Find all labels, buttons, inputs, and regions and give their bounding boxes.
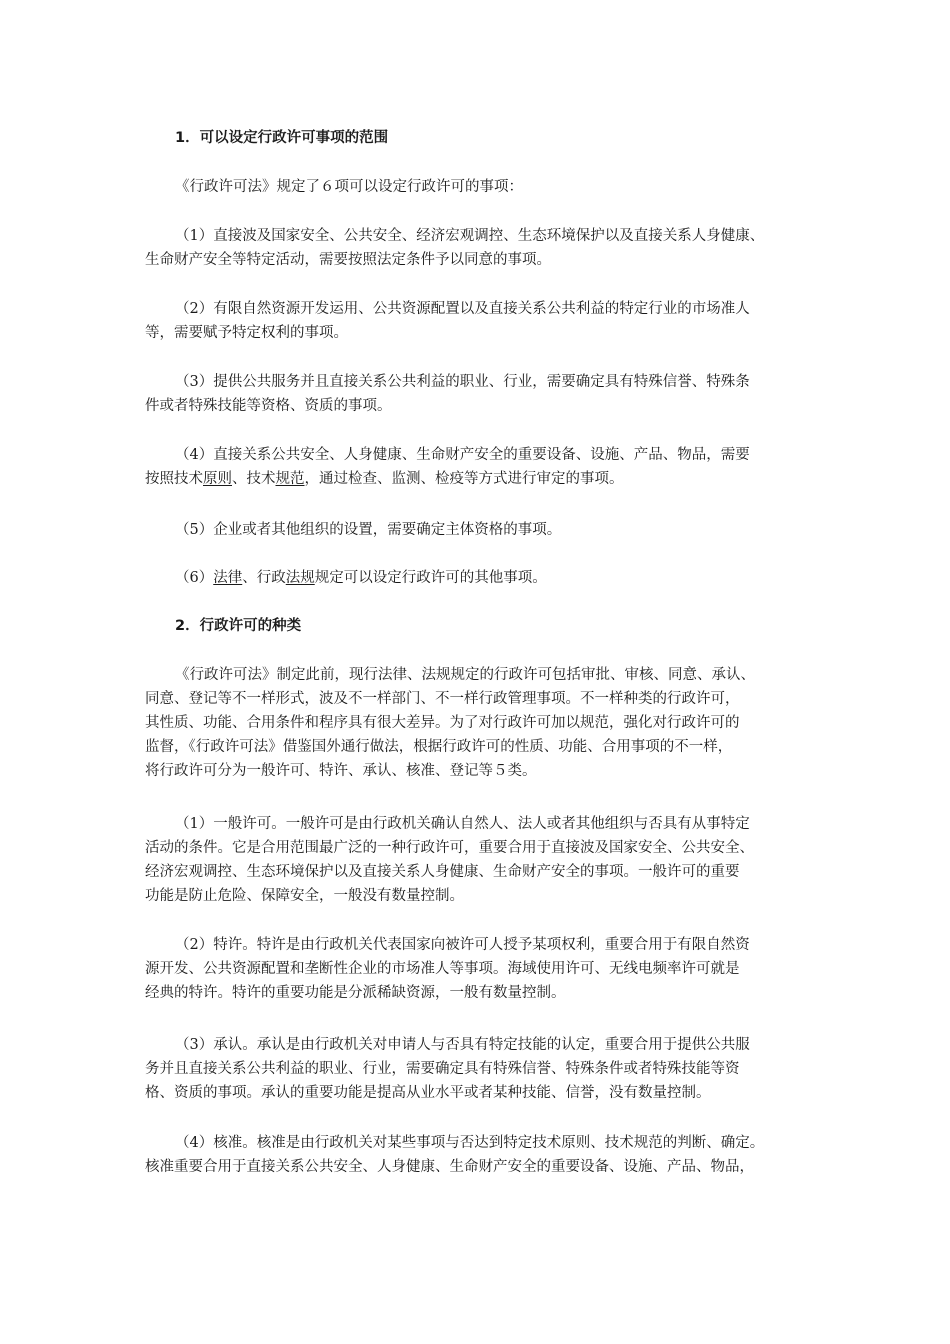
section-1-intro: 《行政许可法》规定了６项可以设定行政许可的事项：: [175, 179, 523, 195]
section-1-item-5: （5）企业或者其他组织的设置，需要确定主体资格的事项。: [175, 522, 562, 538]
item-4-line-2: 按照技术原则、技术规范，通过检查、监测、检疫等方式进行审定的事项。: [145, 471, 624, 487]
section-2-type-approval: （4）核准。核准是由行政机关对某些事项与否达到特定技术原则、技术规范的判断、确定。 核准重要合用于直接关系公共安全、人身健康、生命财产安全的重要设备、设施、产品、物品，: [145, 1135, 765, 1175]
section-2-type-franchise: （2）特许。特许是由行政机关代表国家向被许可人授予某项权利，重要合用于有限自然资 源开发、公共资源配置和垄断性企业的市场准人等事项。海域使用许可、无线电频率许可就是 经典的特许。特许的重要功能是分派稀缺资源，一般有数量控制。: [145, 937, 750, 1001]
link-law[interactable]: 法律: [213, 570, 243, 586]
item-6-line-1: （6）法律、行政法规规定可以设定行政许可的其他事项。: [175, 570, 547, 586]
section-2-type-recognition: （3）承认。承认是由行政机关对申请人与否具有特定技能的认定，重要合用于提供公共服 务并且直接关系公共利益的职业、行业，需要确定具有特殊信誉、特殊条件或者特殊技能等资 格、资质的事项。承认的重要功能是提高从业水平或者某种技能、信誉，没有数量控制。: [145, 1037, 750, 1101]
link-specification[interactable]: 规范: [275, 471, 305, 487]
section-2-type-general: （1）一般许可。一般许可是由行政机关确认自然人、法人或者其他组织与否具有从事特定 活动的条件。它是合用范围最广泛的一种行政许可，重要合用于直接波及国家安全、公共安全、 经济宏观调控、生态环境保护以及直接关系人身健康、生命财产安全的事项。一般许可的重要 功能是防止危险、保障安全，一般没有数量控制。: [145, 816, 754, 904]
section-2-heading: 2．行政许可的种类: [175, 618, 302, 634]
section-1-item-2: （2）有限自然资源开发运用、公共资源配置以及直接关系公共利益的特定行业的市场准人 等，需要赋予特定权利的事项。: [145, 301, 750, 341]
link-regulation[interactable]: 法规: [285, 570, 315, 586]
link-principle[interactable]: 原则: [203, 471, 232, 487]
section-1-item-4: （4）直接关系公共安全、人身健康、生命财产安全的重要设备、设施、产品、物品，需要 按照技术原则、技术规范，通过检查、监测、检疫等方式进行审定的事项。: [145, 443, 825, 491]
section-1-item-3: （3）提供公共服务并且直接关系公共利益的职业、行业，需要确定具有特殊信誉、特殊条 件或者特殊技能等资格、资质的事项。: [145, 374, 750, 414]
section-2-intro: 《行政许可法》制定此前，现行法律、法规规定的行政许可包括审批、审核、同意、承认、 同意、登记等不一样形式，波及不一样部门、不一样行政管理事项。不一样种类的行政许可， 其性质、功能、合用条件和程序具有很大差异。为了对行政许可加以规范，强化对行政许可的 监督，《行政许可法》借鉴国外通行做法，根据行政许可的性质、功能、合用事项的不一样， 将行政许可分为一般许可、特许、承认、核准、登记等５类。: [145, 667, 755, 779]
section-1-item-1: （1）直接波及国家安全、公共安全、经济宏观调控、生态环境保护以及直接关系人身健康、 生命财产安全等特定活动，需要按照法定条件予以同意的事项。: [145, 228, 765, 268]
section-1-item-6: [145, 566, 825, 590]
section-1-heading: 1．可以设定行政许可事项的范围: [175, 130, 389, 146]
